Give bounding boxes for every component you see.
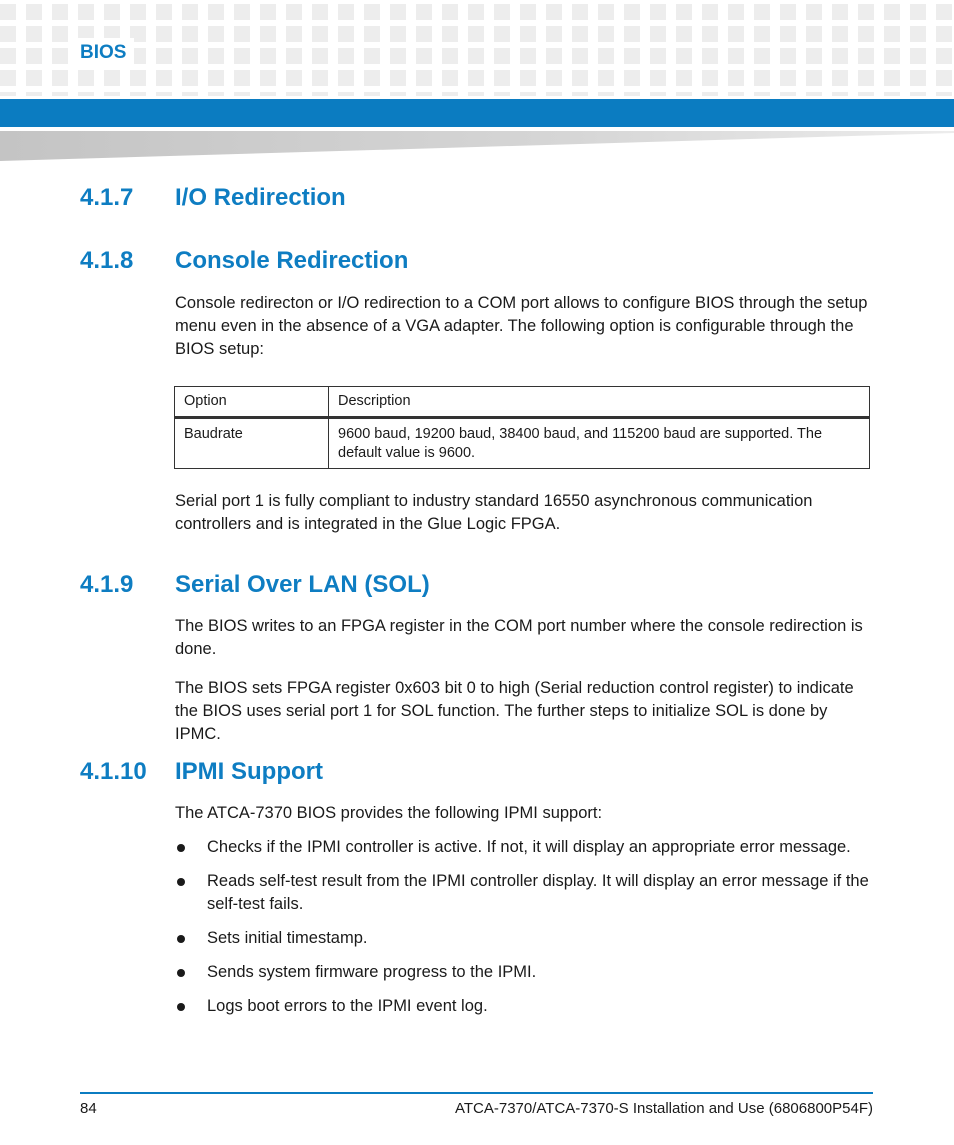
list-item <box>175 870 875 916</box>
ipmi-bullet-list <box>175 836 875 1029</box>
section-title: Console Redirection <box>175 247 409 274</box>
table-cell-option: Baudrate <box>175 418 329 469</box>
list-item <box>175 995 875 1018</box>
heading-4-1-9 <box>80 570 430 600</box>
table-header-description: Description <box>329 387 870 418</box>
heading-4-1-7 <box>80 183 346 213</box>
bullet-icon <box>177 844 185 852</box>
section-title: Serial Over LAN (SOL) <box>175 571 430 598</box>
page-number: 84 <box>80 1100 97 1117</box>
ipmi-intro: The ATCA-7370 BIOS provides the following IPMI support: <box>175 804 603 822</box>
bullet-icon <box>177 935 185 943</box>
heading-4-1-8 <box>80 246 408 276</box>
header-pattern <box>0 4 954 96</box>
table-header-row <box>175 387 870 418</box>
section-number: 4.1.7 <box>80 184 134 211</box>
bullet-icon <box>177 1003 185 1011</box>
bullet-icon <box>177 969 185 977</box>
section-number: 4.1.10 <box>80 758 147 785</box>
header-grey-band <box>0 131 954 161</box>
section-number: 4.1.9 <box>80 571 134 598</box>
serial-port-paragraph: Serial port 1 is fully compliant to industry standard 16550 asynchronous communication controllers and is integrated in the Glue Logic FPGA. <box>175 492 813 533</box>
table-header-option: Option <box>175 387 329 418</box>
header-blue-band <box>0 99 954 127</box>
document-title: ATCA-7370/ATCA-7370-S Installation and Use (6806800P54F) <box>454 1100 873 1117</box>
sol-paragraph-1: The BIOS writes to an FPGA register in the COM port number where the console redirection is done. <box>175 617 863 658</box>
list-item-text: Logs boot errors to the IPMI event log. <box>207 997 488 1015</box>
console-redirection-intro: Console redirecton or I/O redirection to a COM port allows to configure BIOS through the setup menu even in the absence of a VGA adapter. The following option is configurable through the BIOS setup: <box>175 294 868 358</box>
options-table <box>174 386 870 469</box>
list-item <box>175 927 875 950</box>
sol-paragraph-2: The BIOS sets FPGA register 0x603 bit 0 to high (Serial reduction control register) to indicate the BIOS uses serial port 1 for SOL function. The further steps to initialize SOL is done by IPMC. <box>175 679 854 743</box>
heading-4-1-10 <box>80 757 323 787</box>
list-item-text: Sends system firmware progress to the IPMI. <box>207 963 537 981</box>
section-number: 4.1.8 <box>80 247 134 274</box>
table-row <box>175 418 870 469</box>
footer-divider <box>80 1092 873 1094</box>
list-item-text: Reads self-test result from the IPMI controller display. It will display an error message if the self-test fails. <box>207 872 869 913</box>
bullet-icon <box>177 878 185 886</box>
section-title: I/O Redirection <box>175 184 346 211</box>
chapter-label: BIOS <box>72 38 134 68</box>
section-title: IPMI Support <box>175 758 323 785</box>
list-item-text: Checks if the IPMI controller is active. If not, it will display an appropriate error message. <box>207 838 851 856</box>
table-cell-description: 9600 baud, 19200 baud, 38400 baud, and 115200 baud are supported. The default value is 9600. <box>329 418 870 469</box>
list-item-text: Sets initial timestamp. <box>207 929 368 947</box>
list-item <box>175 961 875 984</box>
list-item <box>175 836 875 859</box>
